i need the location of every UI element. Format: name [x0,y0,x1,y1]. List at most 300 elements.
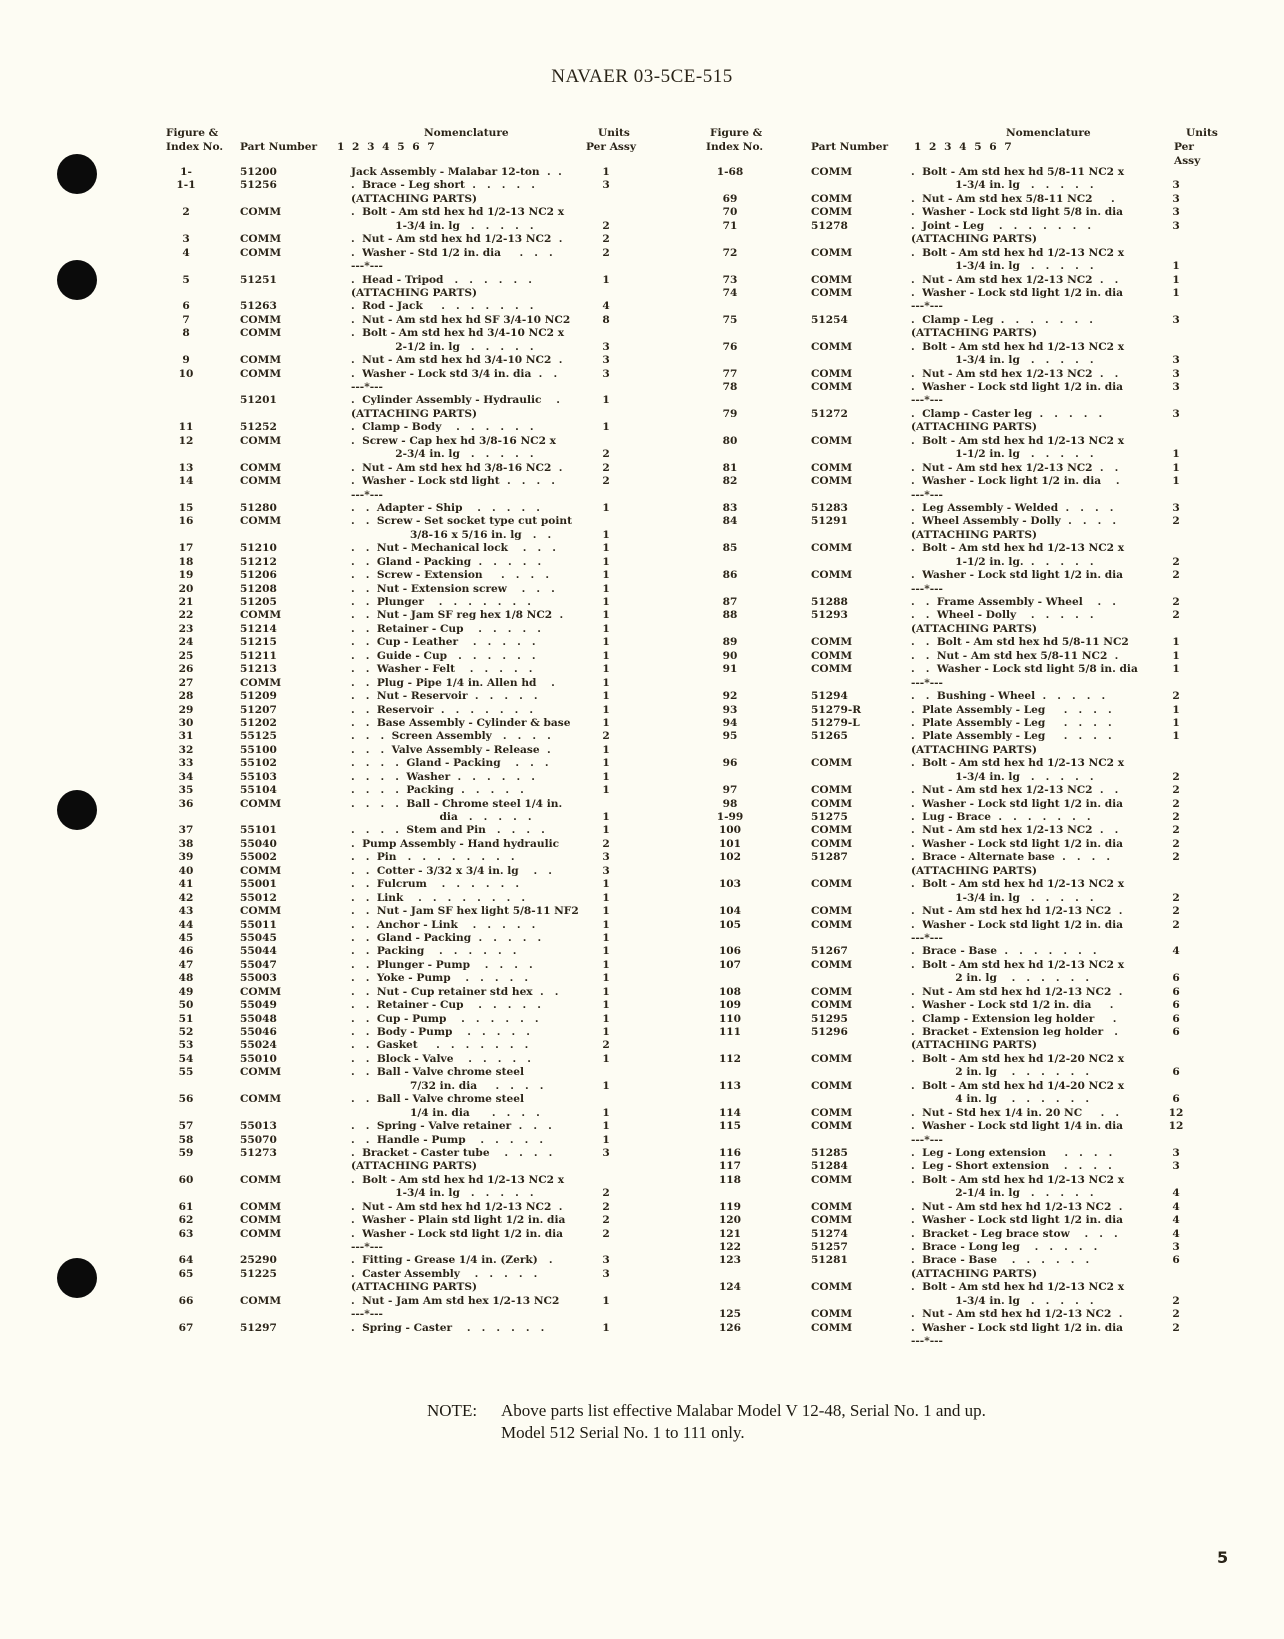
units-cell: 3 [1172,1241,1180,1253]
part-number-cell: 51211 [240,649,277,662]
index-cell: 47 [178,958,194,971]
part-number-cell: 55047 [240,958,277,971]
units-cell: 3 [1172,206,1180,219]
nomenclature-cell: . . . . Ball - Chrome steel 1/4 in. [351,797,563,810]
units-cell: 1 [602,716,610,729]
table-row [166,945,656,958]
table-row [166,247,656,260]
page-number: 5 [1217,1548,1229,1567]
table-row [166,663,656,676]
nomenclature-cell: 1-1/2 in. lg . . . . . [911,448,1094,461]
nomenclature-cell: . . Block - Valve . . . . . [351,1052,531,1065]
table-row [706,1093,1206,1106]
part-number-cell: 51267 [811,945,848,958]
table-row [166,1281,656,1294]
nomenclature-cell: . Nut - Am std hex hd SF 3/4-10 NC2 [351,313,571,326]
table-row [706,986,1206,999]
part-number-cell: COMM [811,434,853,447]
part-number-cell: COMM [811,999,853,1012]
table-row [166,233,656,246]
table-row [166,327,656,340]
units-cell: 3 [1172,381,1180,393]
nomenclature-cell: . . . . Gland - Packing . . . [351,757,549,770]
table-row [706,650,1206,663]
units-cell: 3 [602,864,610,877]
index-cell: 27 [178,676,194,689]
index-cell: 86 [722,569,738,582]
index-cell: 15 [178,501,194,514]
nomenclature-cell: . . Bolt - Am std hex hd 5/8-11 NC2 [911,636,1129,649]
units-cell: 12 [1168,1120,1184,1133]
part-number-cell: 55011 [240,918,277,931]
units-cell: 2 [1172,596,1180,608]
header-index-line2: Index No. [166,141,224,153]
units-cell: 1 [602,649,610,662]
units-cell: 1 [1172,663,1180,676]
nomenclature-cell: ---*--- [911,300,943,313]
units-cell: 2 [602,219,610,232]
table-row [706,730,1206,743]
part-number-cell: COMM [811,206,853,219]
part-number-cell: 51206 [240,569,277,582]
part-number-cell: 55001 [240,878,277,891]
units-cell: 1 [1172,273,1180,286]
index-cell: 1-1 [176,179,196,192]
nomenclature-cell: . Washer - Std 1/2 in. dia . . . [351,246,553,259]
units-cell: 1 [602,569,610,582]
index-cell: 100 [718,824,742,837]
units-cell: 6 [1172,1066,1180,1079]
table-row [166,1120,656,1133]
index-cell: 13 [178,461,194,474]
index-cell: 110 [718,1012,742,1025]
part-number-cell: COMM [811,192,853,205]
part-number-cell: COMM [811,824,853,837]
units-cell: 3 [1172,1146,1180,1159]
index-cell: 80 [722,434,738,447]
table-row [166,1147,656,1160]
nomenclature-cell: ---*--- [351,381,383,393]
nomenclature-cell: . . Nut - Extension screw . . . [351,582,555,595]
index-cell: 43 [178,905,194,918]
part-number-cell: 51212 [240,555,277,568]
part-number-cell: COMM [240,676,282,689]
table-row [706,1134,1206,1147]
table-row [166,609,656,622]
nomenclature-cell: . Leg - Long extension . . . . [911,1146,1113,1159]
index-cell: 49 [178,985,194,998]
index-cell: 78 [722,381,738,393]
punch-hole-2 [57,260,97,300]
units-cell: 3 [1172,501,1180,514]
part-number-cell: 55102 [240,757,277,770]
part-number-cell: COMM [240,354,282,367]
nomenclature-cell: ---*--- [911,931,943,944]
units-cell: 1 [602,690,610,703]
units-cell: 1 [1172,461,1180,474]
parts-table-body-right [706,166,1206,1349]
nomenclature-cell: . Clamp - Extension leg holder . [911,1012,1117,1025]
table-row [706,260,1206,273]
part-number-cell: COMM [811,246,853,259]
nomenclature-cell: (ATTACHING PARTS) [911,327,1038,340]
nomenclature-cell: 1-3/4 in. lg . . . . . [911,179,1094,192]
index-cell: 103 [718,878,742,891]
table-row [166,878,656,891]
nomenclature-cell: . . Retainer - Cup . . . . . [351,622,541,635]
units-cell: 1 [602,1079,610,1092]
table-row [706,435,1206,448]
units-cell: 1 [602,1106,610,1119]
index-cell: 126 [718,1321,742,1334]
nomenclature-cell: . Washer - Lock std light 1/2 in. dia [911,381,1124,393]
index-cell: 101 [718,837,742,850]
nomenclature-cell: . Bolt - Am std hex hd 3/4-10 NC2 x [351,327,565,340]
index-cell: 32 [178,743,194,756]
nomenclature-cell: . . Washer - Felt . . . . . [351,663,533,676]
table-row [706,287,1206,300]
header-part-number: Part Number [811,141,889,153]
index-cell: 8 [182,327,190,340]
units-cell: 1 [1172,286,1180,299]
units-cell: 2 [1172,1321,1180,1334]
nomenclature-cell: . Washer - Lock std light . . . . [351,475,555,488]
nomenclature-cell: . Nut - Am std hex hd 1/2-13 NC2 . [911,985,1123,998]
part-number-cell: COMM [811,1200,853,1213]
part-number-cell: 55024 [240,1039,277,1052]
index-cell: 79 [722,407,738,420]
table-row [706,824,1206,837]
part-number-cell: 55013 [240,1120,277,1133]
part-number-cell: COMM [240,1066,282,1079]
nomenclature-cell: . Nut - Am std hex hd 3/8-16 NC2 . [351,461,563,474]
index-cell: 87 [722,596,738,608]
nomenclature-cell: . . Wheel - Dolly . . . . . [911,609,1094,622]
part-number-cell: 51257 [811,1241,848,1253]
units-cell: 1 [1172,703,1180,716]
part-number-cell: 51210 [240,542,277,555]
index-cell: 81 [722,461,738,474]
part-number-cell: 55070 [240,1133,277,1146]
table-row [706,596,1206,609]
part-number-cell: 55045 [240,931,277,944]
table-row [166,448,656,461]
table-row [166,677,656,690]
nomenclature-cell: . Washer - Lock light 1/2 in. dia . [911,475,1120,488]
nomenclature-cell: (ATTACHING PARTS) [911,528,1038,541]
nomenclature-cell: 7/32 in. dia . . . . [351,1079,544,1092]
header-units: Units [598,127,630,139]
nomenclature-cell: . . Washer - Lock std light 5/8 in. dia [911,663,1138,676]
part-number-cell: COMM [811,663,853,676]
table-row [706,1013,1206,1026]
index-cell: 64 [178,1254,194,1267]
nomenclature-cell: . Pump Assembly - Hand hydraulic [351,837,560,850]
index-cell: 74 [722,286,738,299]
index-cell: 88 [722,609,738,622]
part-number-cell: COMM [240,515,282,528]
table-row [166,341,656,354]
index-cell: 95 [722,730,738,743]
index-cell: 63 [178,1227,194,1240]
index-cell: 11 [178,421,194,434]
index-cell: 24 [178,636,194,649]
table-row [706,166,1206,179]
units-cell: 3 [602,340,610,353]
parts-list-left-column [166,126,656,1335]
table-row [166,1268,656,1281]
nomenclature-cell: . . Base Assembly - Cylinder & base [351,716,571,729]
index-cell: 41 [178,878,194,891]
units-cell: 1 [602,676,610,689]
part-number-cell: 51265 [811,730,848,743]
nomenclature-cell: . Washer - Lock std 1/2 in. dia . [911,999,1114,1012]
table-row [166,583,656,596]
nomenclature-cell: . . Cup - Leather . . . . . [351,636,536,649]
part-number-cell: 51251 [240,273,277,286]
units-cell: 3 [1172,313,1180,326]
table-row [166,784,656,797]
table-row [166,959,656,972]
table-row [706,784,1206,797]
nomenclature-cell: ---*--- [911,488,943,501]
table-row [706,798,1206,811]
table-row [706,609,1206,622]
part-number-cell: COMM [240,367,282,380]
nomenclature-cell: . Bracket - Leg brace stow . . . [911,1227,1118,1240]
part-number-cell: 51279-R [811,703,862,716]
nomenclature-cell: (ATTACHING PARTS) [911,1267,1038,1280]
nomenclature-cell: . . Spring - Valve retainer . . . [351,1120,552,1133]
nomenclature-cell: 2 in. lg . . . . . . [911,972,1090,985]
index-cell: 9 [182,354,190,367]
index-cell: 45 [178,931,194,944]
nomenclature-cell: ---*--- [911,1335,943,1348]
table-row [706,1335,1206,1348]
table-row [706,771,1206,784]
part-number-cell: COMM [811,878,853,891]
units-cell: 2 [1172,1294,1180,1307]
table-row [706,462,1206,475]
units-cell: 1 [602,166,610,178]
table-row [166,1160,656,1173]
units-cell: 8 [602,313,610,326]
part-number-cell: COMM [240,905,282,918]
nomenclature-cell: . Washer - Lock std light 1/2 in. dia [911,797,1124,810]
table-row [706,1107,1206,1120]
units-cell: 3 [602,851,610,864]
index-cell: 84 [722,515,738,528]
units-cell: 2 [602,837,610,850]
units-cell: 1 [602,891,610,904]
index-cell: 18 [178,555,194,568]
part-number-cell: COMM [811,1052,853,1065]
part-number-cell: 51254 [811,313,848,326]
units-cell: 4 [1172,1200,1180,1213]
nomenclature-cell: . Washer - Lock std light 1/2 in. dia [911,286,1124,299]
nomenclature-cell: . Washer - Lock std light 1/2 in. dia [911,918,1124,931]
index-cell: 42 [178,891,194,904]
header-nomenclature: Nomenclature [424,127,509,139]
index-cell: 6 [182,300,190,313]
table-row [706,1187,1206,1200]
nomenclature-cell: . Nut - Std hex 1/4 in. 20 NC . . [911,1106,1120,1119]
index-cell: 16 [178,515,194,528]
units-cell: 1 [1172,448,1180,461]
part-number-cell: COMM [811,1321,853,1334]
units-cell: 6 [1172,972,1180,985]
table-row [706,1174,1206,1187]
table-row [706,717,1206,730]
units-cell: 3 [1172,192,1180,205]
nomenclature-cell: . Nut - Am std hex hd 1/2-13 NC2 . [351,1200,563,1213]
index-cell: 1-68 [716,166,744,178]
nomenclature-cell: . Brace - Base . . . . . . [911,1254,1090,1267]
index-cell: 46 [178,945,194,958]
table-row [706,314,1206,327]
nomenclature-cell: . . Frame Assembly - Wheel . . [911,596,1116,608]
table-row [166,865,656,878]
units-cell: 3 [1172,367,1180,380]
nomenclature-cell: . Washer - Lock std light 1/2 in. dia [911,1321,1124,1334]
units-cell: 2 [1172,918,1180,931]
nomenclature-cell: . . . Valve Assembly - Release . [351,743,551,756]
index-cell: 36 [178,797,194,810]
table-row [706,1308,1206,1321]
part-number-cell: 55103 [240,770,277,783]
punch-hole-1 [57,154,97,194]
nomenclature-cell: . . Pin . . . . . . . . [351,851,515,864]
nomenclature-cell: . Washer - Lock std light 1/2 in. dia [911,569,1124,582]
units-cell: 6 [1172,1093,1180,1106]
nomenclature-cell: ---*--- [351,488,383,501]
table-row [166,220,656,233]
nomenclature-cell: . Nut - Am std hex 1/2-13 NC2 . . [911,273,1119,286]
part-number-cell: COMM [811,757,853,770]
part-number-cell: COMM [240,1173,282,1186]
units-cell: 2 [1172,797,1180,810]
nomenclature-cell: 2-1/4 in. lg . . . . . [911,1187,1094,1200]
table-row [706,919,1206,932]
nomenclature-cell: . Nut - Am std hex 5/8-11 NC2 . [911,192,1115,205]
index-cell: 57 [178,1120,194,1133]
nomenclature-cell: . . . . Stem and Pin . . . . [351,824,545,837]
units-cell: 1 [602,596,610,608]
table-row [706,1268,1206,1281]
index-cell: 112 [718,1052,742,1065]
header-per-assy: Per Assy [1174,141,1201,167]
part-number-cell: 51201 [240,394,277,407]
units-cell: 1 [602,811,610,823]
table-row [706,1080,1206,1093]
index-cell: 2 [182,206,190,219]
units-cell: 2 [602,1200,610,1213]
part-number-cell: COMM [240,609,282,622]
part-number-cell: COMM [240,864,282,877]
nomenclature-cell: . Washer - Plain std light 1/2 in. dia [351,1214,566,1227]
part-number-cell: 51296 [811,1026,848,1038]
part-number-cell: COMM [811,367,853,380]
table-row [166,1080,656,1093]
index-cell: 108 [718,985,742,998]
index-cell: 93 [722,703,738,716]
nomenclature-cell: . . Body - Pump . . . . . [351,1026,530,1038]
part-number-cell: COMM [811,340,853,353]
part-number-cell: 51281 [811,1254,848,1267]
units-cell: 1 [602,958,610,971]
part-number-cell: 51273 [240,1146,277,1159]
nomenclature-cell: (ATTACHING PARTS) [911,421,1038,434]
nomenclature-cell: ---*--- [911,1133,943,1146]
nomenclature-cell: . . Ball - Valve chrome steel [351,1093,524,1106]
index-cell: 4 [182,246,190,259]
table-row [166,596,656,609]
table-row [706,892,1206,905]
part-number-cell: COMM [811,273,853,286]
index-cell: 77 [722,367,738,380]
part-number-cell: COMM [240,1093,282,1106]
table-row [166,744,656,757]
nomenclature-cell: . . Yoke - Pump . . . . . [351,972,529,985]
nomenclature-cell: . Rod - Jack . . . . . . . [351,300,534,313]
nomenclature-cell: . . Screw - Set socket type cut point [351,515,572,528]
index-cell: 106 [718,945,742,958]
table-row [706,556,1206,569]
nomenclature-cell: . Nut - Am std hex hd 1/2-13 NC2 . [911,905,1123,918]
units-cell: 1 [602,1012,610,1025]
units-cell: 2 [1172,824,1180,837]
index-cell: 65 [178,1267,194,1280]
table-row [706,1066,1206,1079]
table-row [166,394,656,407]
part-number-cell: 55049 [240,999,277,1012]
table-row [706,1160,1206,1173]
table-row [706,851,1206,864]
index-cell: 52 [178,1026,194,1038]
nomenclature-cell: (ATTACHING PARTS) [351,1160,478,1173]
nomenclature-cell: (ATTACHING PARTS) [351,407,478,420]
table-row [706,677,1206,690]
table-row [706,663,1206,676]
table-row [166,435,656,448]
nomenclature-cell: 1-3/4 in. lg . . . . . [351,1187,534,1200]
units-cell: 2 [602,1214,610,1227]
units-cell: 2 [1172,555,1180,568]
nomenclature-cell: (ATTACHING PARTS) [911,622,1038,635]
part-number-cell: COMM [240,475,282,488]
table-row [166,1174,656,1187]
nomenclature-cell: . Joint - Leg . . . . . . . [911,219,1092,232]
column-headers [706,126,1218,167]
nomenclature-cell: . Leg - Short extension . . . . [911,1160,1112,1173]
nomenclature-cell: 2-3/4 in. lg . . . . . [351,448,534,461]
nomenclature-cell: . Bolt - Am std hex hd 1/2-13 NC2 x [911,958,1125,971]
index-cell: 29 [178,703,194,716]
nomenclature-cell: ---*--- [911,394,943,407]
units-cell: 2 [602,461,610,474]
units-cell: 1 [602,878,610,891]
nomenclature-cell: 1/4 in. dia . . . . [351,1106,540,1119]
table-row [706,1228,1206,1241]
units-cell: 1 [602,501,610,514]
nomenclature-cell: (ATTACHING PARTS) [911,233,1038,246]
table-row [166,650,656,663]
table-row [706,959,1206,972]
index-cell: 89 [722,636,738,649]
nomenclature-cell: . . Nut - Mechanical lock . . . [351,542,556,555]
nomenclature-cell: . Head - Tripod . . . . . . [351,273,532,286]
index-cell: 38 [178,837,194,850]
